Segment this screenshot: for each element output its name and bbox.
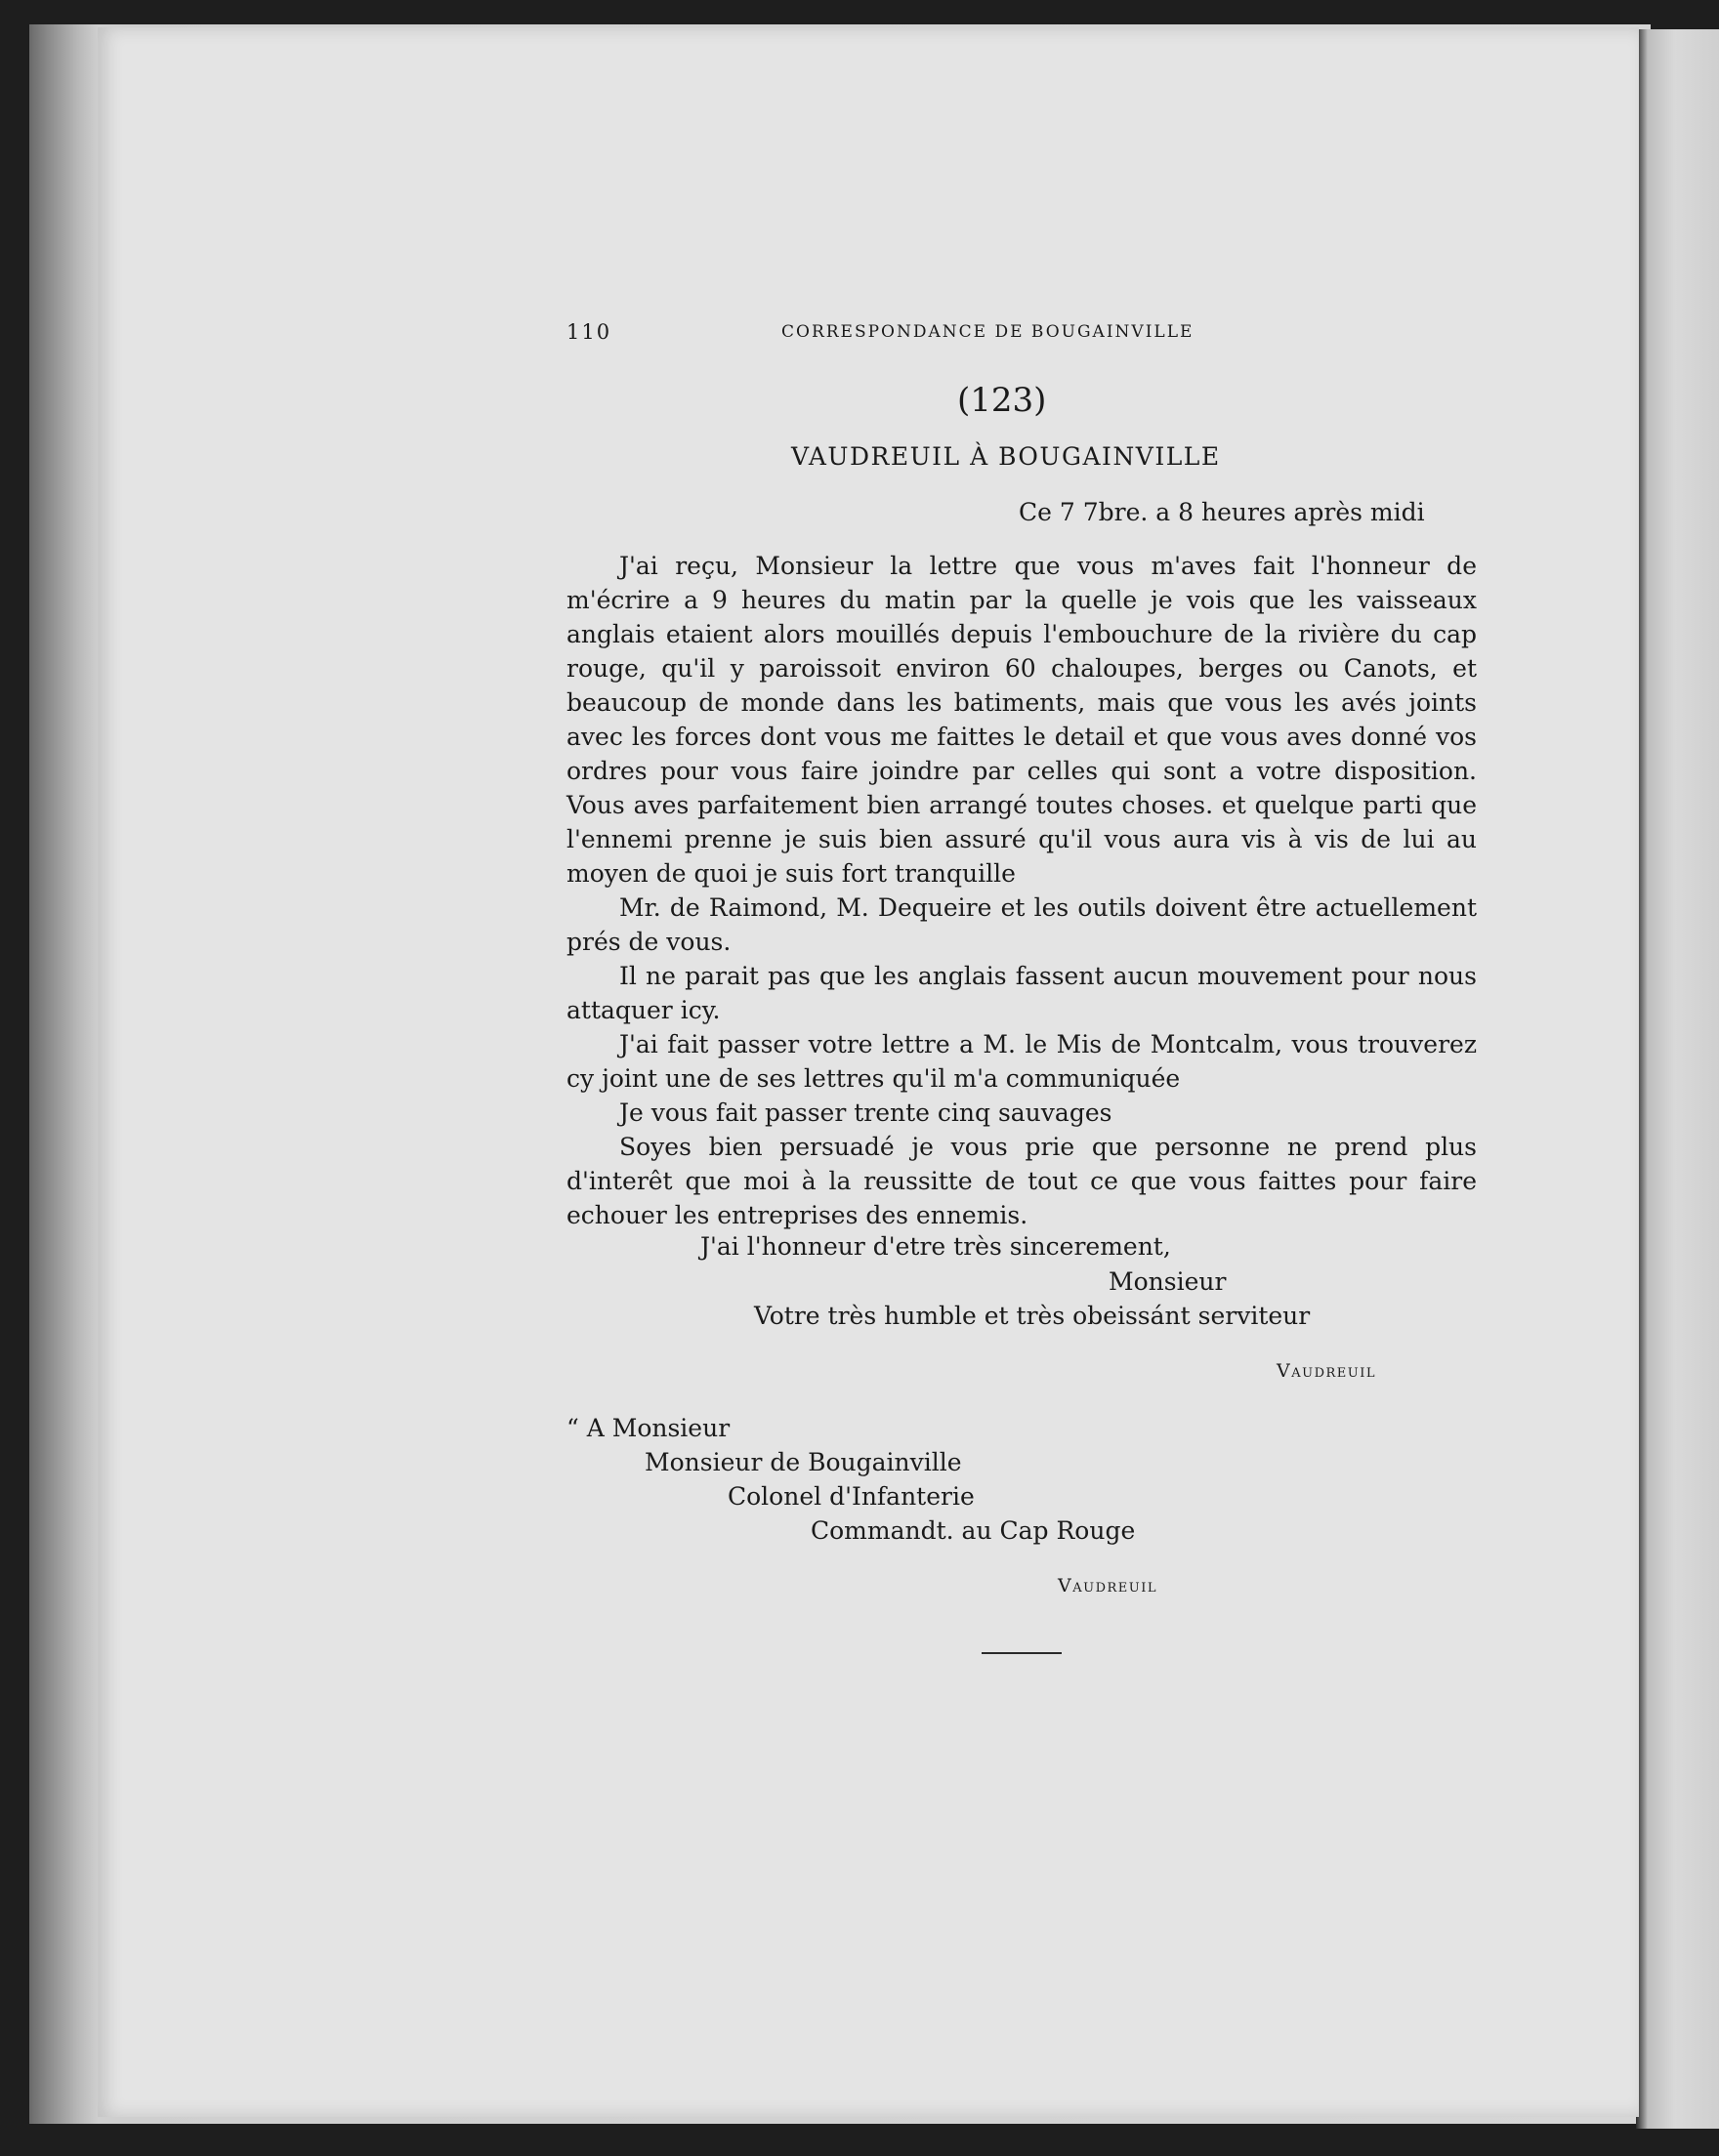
address-line: Monsieur de Bougainville [645,1448,962,1476]
document-number: (123) [957,381,1047,420]
paragraph: Mr. de Raimond, M. Dequeire et les outils doivent être actuellement prés de vous. [566,893,1477,956]
running-title: CORRESPONDANCE DE BOUGAINVILLE [781,322,1195,342]
address-line: Commandt. au Cap Rouge [811,1516,1136,1545]
paragraph: J'ai fait passer votre lettre a M. le Mis de Montcalm, vous trouverez cy joint une de ses lettres qu'il m'a communiquée [566,1030,1477,1093]
closing-servant: Votre très humble et très obeissánt serviteur [754,1302,1311,1330]
address-line: “ A Monsieur [566,1414,731,1442]
page-number: 110 [566,320,612,344]
letter-body [566,549,1477,1232]
facing-page-edge [1636,29,1719,2129]
book-page [98,27,1639,2117]
address-signature: Vaudreuil [1058,1575,1157,1596]
page-content [98,27,1639,2117]
paragraph: Il ne parait pas que les anglais fassent aucun mouvement pour nous attaquer icy. [566,962,1477,1024]
running-head [566,320,1387,350]
paragraph: Je vous fait passer trente cinq sauvages [619,1099,1112,1127]
closing-line: J'ai l'honneur d'etre très sincerement, [700,1232,1171,1261]
address-line: Colonel d'Infanterie [728,1482,975,1511]
document-heading: VAUDREUIL À BOUGAINVILLE [791,442,1221,471]
end-rule [982,1652,1062,1654]
closing-salutation: Monsieur [1109,1267,1227,1296]
paragraph: Soyes bien persuadé je vous prie que personne ne prend plus d'interêt que moi à la reussitte de tout ce que vous faittes pour faire echouer les entreprises des ennemis. [566,1133,1477,1229]
dateline: Ce 7 7bre. a 8 heures après midi [1019,498,1425,526]
paragraph: J'ai reçu, Monsieur la lettre que vous m'aves fait l'honneur de m'écrire a 9 heures du matin par la quelle je vois que les vaisseaux anglais etaient alors mouillés depuis l'embouchure de la rivière du cap rouge, qu'il y paroissoit environ 60 chaloupes, berges ou Canots, et beaucoup de monde dans les batiments, mais que vous les avés joints avec les forces dont vous me faittes le detail et que vous aves donné vos ordres pour vous faire joindre par celles qui sont a votre disposition. Vous aves parfaitement bien arrangé toutes choses. et quelque parti que l'ennemi prenne je suis bien assuré qu'il vous aura vis à vis de lui au moyen de quoi je suis fort tranquille [566,552,1477,888]
signature: Vaudreuil [1277,1360,1376,1382]
